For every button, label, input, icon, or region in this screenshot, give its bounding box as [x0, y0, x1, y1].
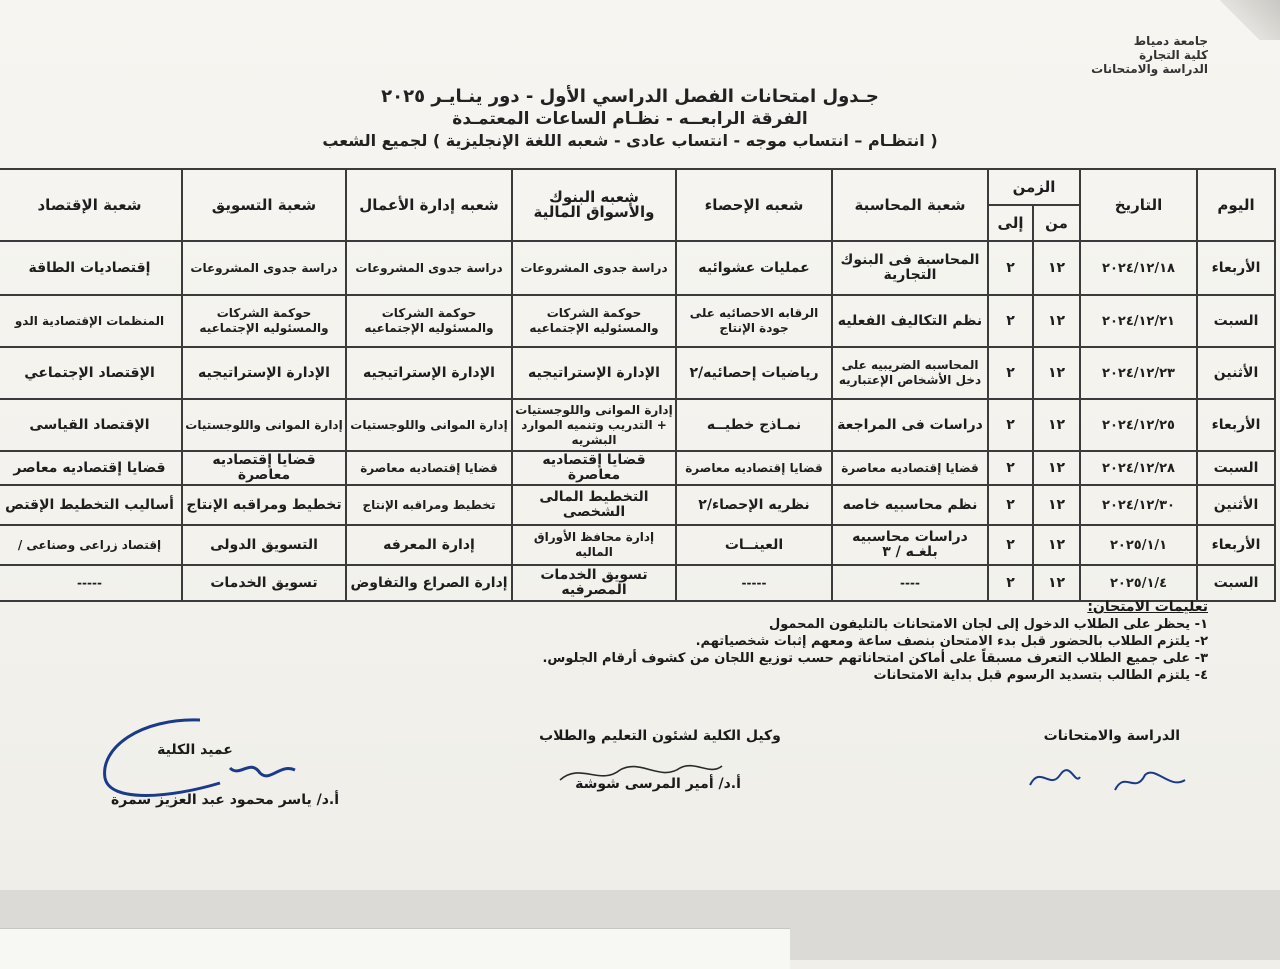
table-row — [0, 295, 1275, 347]
cell-marketing: تسويق الخدمات — [182, 565, 346, 601]
cell-economics: الإقتصاد القياسى — [0, 399, 182, 451]
cell-accounting: دراسات فى المراجعة — [832, 399, 988, 451]
cell-marketing: الإدارة الإستراتيجيه — [182, 347, 346, 399]
header-marketing: شعبة التسويق — [182, 169, 346, 241]
exam-schedule-table — [0, 168, 1276, 602]
cell-date: ٢٠٢٤/١٢/٢٥ — [1080, 399, 1197, 451]
cell-banking: الإدارة الإستراتيجيه — [512, 347, 676, 399]
cell-day: الأربعاء — [1197, 241, 1275, 295]
cell-from: ١٢ — [1033, 295, 1080, 347]
institution-header — [1091, 34, 1208, 76]
cell-marketing: تخطيط ومراقبه الإنتاج — [182, 485, 346, 525]
cell-from: ١٢ — [1033, 241, 1080, 295]
cell-statistics: نظريه الإحصاء/٢ — [676, 485, 832, 525]
university-name: جامعة دمياط — [1133, 34, 1208, 48]
cell-date: ٢٠٢٤/١٢/٣٠ — [1080, 485, 1197, 525]
folded-corner — [1220, 0, 1280, 40]
cell-accounting: دراسات محاسبيه بلغـه / ٣ — [832, 525, 988, 565]
header-to: إلى — [988, 205, 1033, 241]
cell-statistics: العينــات — [676, 525, 832, 565]
document-titles — [260, 86, 1000, 152]
title-line-1: جـدول امتحانات الفصل الدراسي الأول - دور ينـايـر ٢٠٢٥ — [381, 86, 879, 107]
dean-signature — [80, 708, 310, 818]
cell-economics: إقتصاديات الطاقة — [0, 241, 182, 295]
dean-label: عميد الكلية — [157, 742, 233, 758]
cell-date: ٢٠٢٤/١٢/٢٨ — [1080, 451, 1197, 485]
table-row — [0, 525, 1275, 565]
cell-banking: حوكمة الشركات والمسئوليه الإجتماعيه — [512, 295, 676, 347]
cell-business: دراسة جدوى المشروعات — [346, 241, 512, 295]
cell-statistics: رياضيات إحصائيه/٢ — [676, 347, 832, 399]
cell-day: الأربعاء — [1197, 525, 1275, 565]
title-line-3: ( انتظـام – انتساب موجه - انتساب عادى - شعبه اللغة الإنجليزية ) لجميع الشعب — [322, 131, 938, 150]
header-day: اليوم — [1197, 169, 1275, 241]
cell-day: الأثنين — [1197, 347, 1275, 399]
cell-day: السبت — [1197, 565, 1275, 601]
header-banking: شعبه البنوك والأسواق المالية — [512, 169, 676, 241]
cell-accounting: نظم التكاليف الفعليه — [832, 295, 988, 347]
cell-statistics: ----- — [676, 565, 832, 601]
table-row — [0, 451, 1275, 485]
cell-banking: إدارة الموانى واللوجستيات + التدريب وتنميه الموارد البشريه — [512, 399, 676, 451]
cell-accounting: ---- — [832, 565, 988, 601]
cell-statistics: قضايا إقتصاديه معاصرة — [676, 451, 832, 485]
cell-banking: التخطيط المالى الشخصى — [512, 485, 676, 525]
table-row — [0, 347, 1275, 399]
cell-economics: قضايا إقتصاديه معاصر — [0, 451, 182, 485]
cell-date: ٢٠٢٥/١/٤ — [1080, 565, 1197, 601]
header-economics: شعبة الإقتصاد — [0, 169, 182, 241]
cell-business: إدارة المعرفه — [346, 525, 512, 565]
cell-to: ٢ — [988, 525, 1033, 565]
cell-date: ٢٠٢٤/١٢/٢١ — [1080, 295, 1197, 347]
cell-banking: تسويق الخدمات المصرفيه — [512, 565, 676, 601]
cell-from: ١٢ — [1033, 399, 1080, 451]
cell-banking: دراسة جدوى المشروعات — [512, 241, 676, 295]
cell-accounting: نظم محاسبيه خاصه — [832, 485, 988, 525]
cell-economics: المنظمات الإقتصادية الدو — [0, 295, 182, 347]
cell-marketing: التسويق الدولى — [182, 525, 346, 565]
cell-business: تخطيط ومراقبه الإنتاج — [346, 485, 512, 525]
cell-business: الإدارة الإستراتيجيه — [346, 347, 512, 399]
cell-marketing: إدارة الموانى واللوجستيات — [182, 399, 346, 451]
exams-office-label: الدراسة والامتحانات — [1043, 728, 1180, 744]
cell-to: ٢ — [988, 565, 1033, 601]
header-from: من — [1033, 205, 1080, 241]
title-line-2: الفرقة الرابعــه - نظـام الساعات المعتمـدة — [452, 109, 808, 129]
instruction-item: ٣- على جميع الطلاب التعرف مسبقاً على أماكن امتحاناتهم حسب توزيع اللجان من كشوف أرقام الجلوس. — [542, 651, 1208, 666]
cell-economics: أساليب التخطيط الإقتص — [0, 485, 182, 525]
table-row — [0, 241, 1275, 295]
vice-dean-name: أ.د/ أمير المرسى شوشة — [575, 776, 741, 792]
header-business: شعبه إدارة الأعمال — [346, 169, 512, 241]
cell-to: ٢ — [988, 485, 1033, 525]
department-name: الدراسة والامتحانات — [1091, 62, 1208, 76]
header-statistics: شعبه الإحصاء — [676, 169, 832, 241]
cell-date: ٢٠٢٤/١٢/٢٣ — [1080, 347, 1197, 399]
cell-accounting: المحاسبه الضريبيه على دخل الأشخاص الإعتباريه — [832, 347, 988, 399]
cell-business: قضايا إقتصاديه معاصرة — [346, 451, 512, 485]
cell-to: ٢ — [988, 399, 1033, 451]
cell-banking: قضايا إقتصاديه معاصرة — [512, 451, 676, 485]
cell-economics: ----- — [0, 565, 182, 601]
cell-day: الأثنين — [1197, 485, 1275, 525]
cell-date: ٢٠٢٥/١/١ — [1080, 525, 1197, 565]
cell-marketing: حوكمة الشركات والمسئوليه الإجتماعيه — [182, 295, 346, 347]
cell-day: الأربعاء — [1197, 399, 1275, 451]
header-time: الزمن — [988, 169, 1080, 205]
instruction-item: ١- يحظر على الطلاب الدخول إلى لجان الامتحانات بالتليفون المحمول — [768, 617, 1208, 632]
cell-business: إدارة الصراع والتفاوض — [346, 565, 512, 601]
cell-from: ١٢ — [1033, 347, 1080, 399]
cell-banking: إدارة محافظ الأوراق الماليه — [512, 525, 676, 565]
table-row — [0, 485, 1275, 525]
header-accounting: شعبة المحاسبة — [832, 169, 988, 241]
exams-office-signature — [1020, 755, 1200, 805]
cell-economics: إقتصاد زراعى وصناعى / — [0, 525, 182, 565]
cell-to: ٢ — [988, 295, 1033, 347]
header-date: التاريخ — [1080, 169, 1197, 241]
table-row — [0, 399, 1275, 451]
cell-day: السبت — [1197, 295, 1275, 347]
faculty-name: كلية التجارة — [1139, 48, 1208, 62]
cell-statistics: نمـاذج خطيــه — [676, 399, 832, 451]
cell-to: ٢ — [988, 241, 1033, 295]
cell-day: السبت — [1197, 451, 1275, 485]
vice-dean-label: وكيل الكلية لشئون التعليم والطلاب — [539, 728, 781, 744]
cell-economics: الإقتصاد الإجتماعي — [0, 347, 182, 399]
instructions-title: تعليمات الامتحان: — [1087, 599, 1208, 615]
cell-statistics: عمليات عشوائيه — [676, 241, 832, 295]
cell-business: حوكمة الشركات والمسئوليه الإجتماعيه — [346, 295, 512, 347]
underlying-paper — [0, 928, 790, 969]
cell-business: إدارة الموانى واللوجستيات — [346, 399, 512, 451]
instruction-item: ٢- يلتزم الطلاب بالحضور قبل بدء الامتحان بنصف ساعة ومعهم إثبات شخصياتهم. — [695, 634, 1208, 649]
cell-to: ٢ — [988, 451, 1033, 485]
cell-from: ١٢ — [1033, 485, 1080, 525]
exam-instructions — [508, 598, 1208, 684]
cell-from: ١٢ — [1033, 451, 1080, 485]
table-row — [0, 565, 1275, 601]
cell-from: ١٢ — [1033, 525, 1080, 565]
dean-name: أ.د/ ياسر محمود عبد العزيز سمرة — [110, 792, 339, 808]
cell-accounting: قضايا إقتصاديه معاصرة — [832, 451, 988, 485]
vice-dean-signature — [550, 752, 730, 792]
cell-accounting: المحاسبة فى البنوك التجارية — [832, 241, 988, 295]
cell-from: ١٢ — [1033, 565, 1080, 601]
cell-marketing: قضايا إقتصاديه معاصرة — [182, 451, 346, 485]
cell-marketing: دراسة جدوى المشروعات — [182, 241, 346, 295]
instruction-item: ٤- يلتزم الطالب بتسديد الرسوم قبل بداية الامتحانات — [873, 668, 1208, 683]
cell-to: ٢ — [988, 347, 1033, 399]
cell-statistics: الرقابه الاحصائيه على جودة الإنتاج — [676, 295, 832, 347]
cell-date: ٢٠٢٤/١٢/١٨ — [1080, 241, 1197, 295]
